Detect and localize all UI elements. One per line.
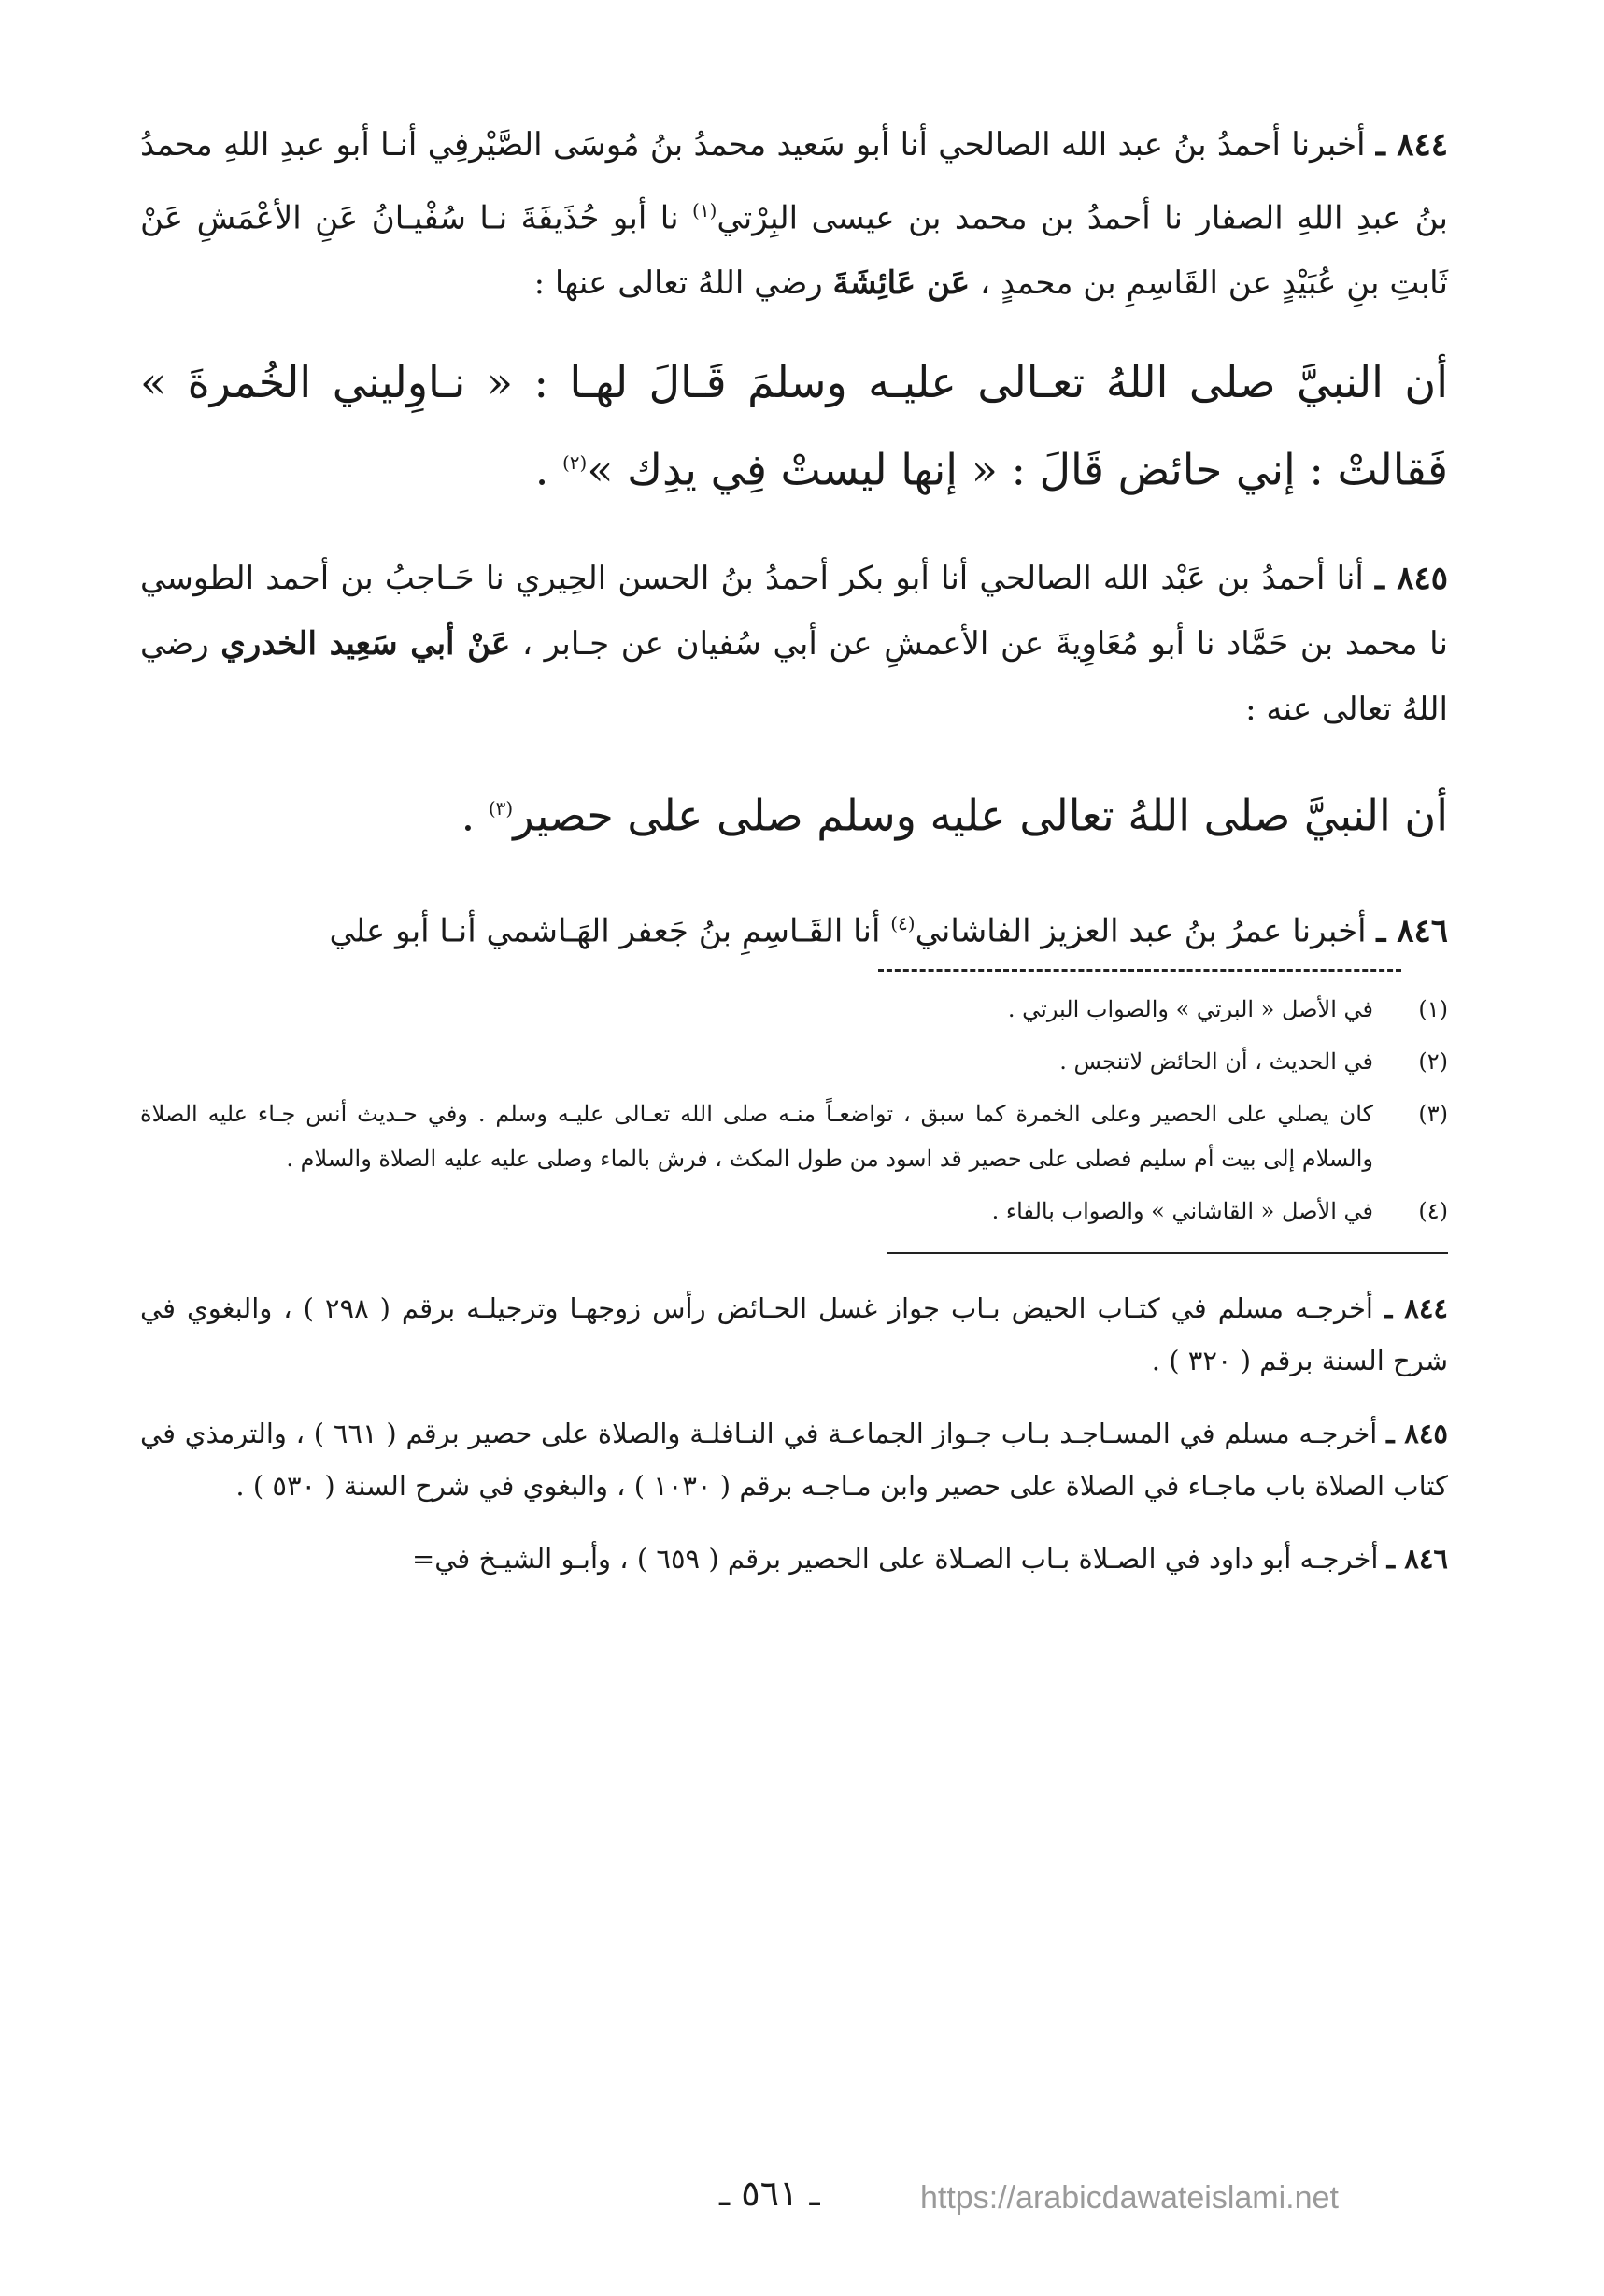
footnote-number: (٣)	[1418, 1101, 1448, 1128]
matn-text: أن النبيَّ صلى اللهُ تعـالى عليـه وسلمَ قَـالَ لهـا : « نـاوِليني الخُمرةَ » فَقالتْ : إني حائض قَالَ : « إنها ليستْ فِي يدِك »	[140, 357, 1448, 495]
footnotes-list	[140, 987, 1448, 1234]
footnote-divider	[878, 969, 1401, 972]
takhrij-divider	[887, 1252, 1448, 1254]
isnad-text: أخبرنا عمرُ بنُ عبد العزيز الفاشاني	[915, 912, 1377, 950]
takhrij-text: أخرجـه أبو داود في الصـلاة بـاب الصـلاة على الحصير برقم ( ٦٥٩ ) ، وأبـو الشيـخ في=	[411, 1543, 1387, 1576]
matn-end: .	[461, 789, 489, 840]
watermark-url: https://arabicdawateislami.net	[920, 2180, 1339, 2216]
takhrij-text: أخرجـه مسلم في كتـاب الحيض بـاب جواز غسل الحـائض رأس زوجهـا وترجيلـه برقم ( ٢٩٨ ) ، والبغوي في شرح السنة برقم ( ٣٢٠ ) .	[140, 1292, 1448, 1377]
takhrij-number: ٨٤٥ ـ	[1386, 1418, 1448, 1450]
takhrij-number: ٨٤٦ ـ	[1386, 1543, 1448, 1576]
footnote-text: في الأصل « البرتي » والصواب البرتي .	[1007, 996, 1373, 1023]
isnad-845	[140, 546, 1448, 742]
narrator-name: عَنْ أبي سَعِيد الخدري	[220, 624, 511, 663]
footnote-text: في الأصل « القاشاني » والصواب بالفاء .	[991, 1198, 1373, 1225]
footnote-number: (٤)	[1418, 1198, 1448, 1225]
page-footer	[0, 2173, 1604, 2229]
hadith-number: ٨٤٥ ـ	[1375, 559, 1448, 597]
isnad-text: رضي اللهُ تعالى عنها :	[533, 264, 833, 303]
footnote	[140, 1039, 1448, 1084]
isnad-846	[140, 891, 1448, 963]
matn-845	[140, 768, 1448, 855]
isnad-text: نا أبو حُذَيفَةَ نـا سُفْيـانُ عَنِ الأعْمَشِ عَنْ ثَابتِ بنِ عُبَيْدٍ عن القَاسِمِ بن محمدٍ ،	[140, 199, 1448, 303]
footnote-text: في الحديث ، أن الحائض لاتنجس .	[1059, 1048, 1373, 1076]
footnote	[140, 1189, 1448, 1234]
page-number: ـ ٥٦١ ـ	[719, 2173, 820, 2214]
footnote-ref: (٣)	[488, 796, 514, 820]
footnote-ref: (١)	[692, 199, 717, 221]
footnote-ref: (٢)	[561, 451, 588, 475]
hadith-number: ٨٤٤ ـ	[1375, 126, 1448, 164]
footnote-text: كان يصلي على الحصير وعلى الخمرة كما سبق ، تواضعـاً منـه صلى الله تعـالى عليـه وسلم . وفي حـديث أنس جـاء عليه الصلاة والسلام إلى بيت أم سليم فصلى على حصير قد اسود من طول المكث ، فرش بالماء وصلى عليه عليه الصلاة والسلام .	[140, 1101, 1373, 1173]
takhrij-text: أخرجـه مسلم في المسـاجـد بـاب جـواز الجماعـة في النـافلـة والصلاة على حصير برقم ( ٦٦١ ) ، والترمذي في كتاب الصلاة باب ماجـاء في الصلاة على حصير وابن مـاجـه برقم ( ١٠٣٠ ) ، والبغوي في شرح السنة ( ٥٣٠ ) .	[140, 1418, 1448, 1503]
matn-end: .	[534, 444, 562, 495]
hadith-number: ٨٤٦ ـ	[1376, 912, 1448, 950]
narrator-name: عَن عَائِشَةَ	[832, 264, 971, 303]
isnad-text: أنا القَـاسِمِ بنُ جَعفر الهَـاشمي أنـا أبو علي	[329, 912, 891, 950]
isnad-text: أخبرنا أحمدُ بنُ عبد الله الصالحي أنا أبو سَعيد محمدُ بنُ مُوسَى الصَّيْرفِي أنـا أبو عبدِ اللهِ محمدُ بنُ عبدِ اللهِ الصفار نا أحمدُ بن محمد بن عيسى البِرْتي	[140, 126, 1449, 237]
matn-844	[140, 342, 1448, 509]
footnote	[140, 1091, 1448, 1181]
isnad-text: رضي اللهُ تعالى عنه :	[140, 624, 1448, 728]
isnad-text: أنا أحمدُ بن عَبْد الله الصالحي أنا أبو بكر أحمدُ بنُ الحسن الحِيري نا حَـاجبُ بن أحمد الطوسي نا محمد بن حَمَّاد نا أبو مُعَاوِيةَ عن الأعمشِ عن أبي سُفيان عن جـابر ،	[140, 559, 1449, 663]
matn-text: أن النبيَّ صلى اللهُ تعالى عليه وسلم صلى على حصير	[513, 789, 1448, 840]
takhrij-844	[140, 1282, 1448, 1387]
footnote-number: (٢)	[1418, 1048, 1448, 1076]
isnad-844	[140, 112, 1448, 316]
footnote-number: (١)	[1418, 996, 1448, 1023]
footnote-ref: (٤)	[890, 911, 916, 934]
takhrij-number: ٨٤٤ ـ	[1384, 1292, 1448, 1325]
takhrij-845	[140, 1407, 1448, 1512]
footnote	[140, 987, 1448, 1032]
page-body	[140, 112, 1448, 1605]
takhrij-846	[140, 1533, 1448, 1585]
